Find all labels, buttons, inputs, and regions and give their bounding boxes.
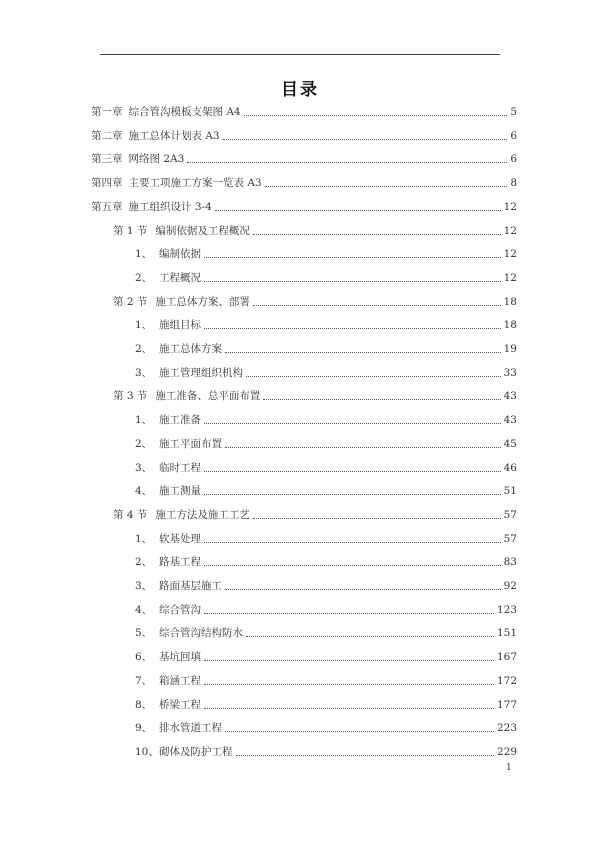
toc-entry-label bbox=[91, 129, 220, 143]
toc-page-number: 18 bbox=[503, 296, 517, 308]
toc-page-number: 12 bbox=[503, 225, 517, 237]
toc-entry-label bbox=[135, 247, 201, 261]
dot-leader bbox=[204, 281, 501, 282]
toc-entry[interactable] bbox=[113, 387, 517, 403]
toc-entry-text: 软基处理 bbox=[159, 533, 201, 545]
toc-entry-number: 8、 bbox=[135, 699, 153, 711]
dot-leader bbox=[265, 186, 508, 187]
dot-leader bbox=[225, 352, 501, 353]
toc-entry-text: 基坑回填 bbox=[159, 651, 201, 663]
toc-entry-label bbox=[135, 745, 233, 759]
toc-entry-number: 1、 bbox=[135, 533, 153, 545]
toc-page-number: 6 bbox=[510, 153, 517, 165]
toc-page-number: 167 bbox=[496, 651, 517, 663]
toc-entry-number: 第四章 bbox=[91, 177, 123, 189]
toc-entry-text: 施工准备 bbox=[159, 414, 201, 426]
toc-entry-label bbox=[91, 200, 212, 214]
toc-entry-number: 6、 bbox=[135, 651, 153, 663]
header-rule bbox=[100, 54, 500, 55]
toc-entry[interactable] bbox=[135, 482, 517, 498]
toc-entry[interactable] bbox=[135, 696, 517, 712]
toc-entry[interactable] bbox=[135, 530, 517, 546]
toc-entry-number: 3、 bbox=[135, 367, 153, 379]
toc-page-number: 12 bbox=[503, 272, 517, 284]
toc-page-number: 12 bbox=[503, 248, 517, 260]
dot-leader bbox=[204, 494, 501, 495]
toc-entry-number: 2、 bbox=[135, 343, 153, 355]
toc-entry-number: 第三章 bbox=[91, 153, 123, 165]
dot-leader bbox=[204, 613, 494, 614]
toc-entry-text: 临时工程 bbox=[159, 462, 201, 474]
toc-page-number: 33 bbox=[503, 367, 517, 379]
toc-entry[interactable] bbox=[91, 103, 517, 119]
toc-entry-label bbox=[113, 508, 250, 522]
dot-leader bbox=[204, 660, 494, 661]
toc-entry-number: 第 3 节 bbox=[113, 390, 148, 402]
dot-leader bbox=[246, 636, 494, 637]
toc-page-number: 19 bbox=[503, 343, 517, 355]
dot-leader bbox=[204, 684, 494, 685]
toc-entry-text: 施工总体方案 bbox=[159, 343, 222, 355]
toc-entry[interactable] bbox=[135, 269, 517, 285]
toc-entry-label bbox=[135, 366, 243, 380]
toc-entry-text: 砌体及防护工程 bbox=[159, 746, 233, 758]
toc-entry-number: 4、 bbox=[135, 485, 153, 497]
toc-entry[interactable] bbox=[91, 150, 517, 166]
toc-entry-label bbox=[135, 484, 201, 498]
dot-leader bbox=[246, 376, 501, 377]
toc-entry-label bbox=[135, 579, 222, 593]
toc-entry[interactable] bbox=[91, 198, 517, 214]
toc-entry[interactable] bbox=[135, 648, 517, 664]
toc-entry-label bbox=[135, 721, 222, 735]
toc-page-number: 6 bbox=[510, 130, 517, 142]
toc-entry-number: 第一章 bbox=[91, 106, 123, 118]
toc-entry-label bbox=[135, 271, 201, 285]
toc-page-number: 83 bbox=[503, 556, 517, 568]
dot-leader bbox=[236, 755, 494, 756]
dot-leader bbox=[187, 162, 507, 163]
toc-entry[interactable] bbox=[135, 577, 517, 593]
toc-entry-text: 施工总体方案、部署 bbox=[155, 296, 250, 308]
toc-entry-number: 4、 bbox=[135, 604, 153, 616]
toc-page-number: 43 bbox=[503, 390, 517, 402]
toc-entry-label bbox=[135, 461, 201, 475]
toc-entry-text: 施工测量 bbox=[159, 485, 201, 497]
toc-entry-number: 3、 bbox=[135, 580, 153, 592]
toc-entry[interactable] bbox=[113, 293, 517, 309]
toc-entry-number: 2、 bbox=[135, 438, 153, 450]
toc-entry[interactable] bbox=[135, 719, 517, 735]
toc-entry-text: 施工平面布置 bbox=[159, 438, 222, 450]
toc-entry-text: 箱涵工程 bbox=[159, 675, 201, 687]
toc-entry[interactable] bbox=[135, 435, 517, 451]
dot-leader bbox=[223, 139, 508, 140]
toc-entry-label bbox=[91, 176, 262, 190]
toc-entry-number: 2、 bbox=[135, 556, 153, 568]
toc-entry-label bbox=[135, 650, 201, 664]
toc-entry-number: 5、 bbox=[135, 627, 153, 639]
toc-page-number: 43 bbox=[503, 414, 517, 426]
toc-entry-number: 第五章 bbox=[91, 201, 123, 213]
toc-entry-number: 1、 bbox=[135, 319, 153, 331]
toc-entry-label bbox=[91, 152, 184, 166]
toc-entry-text: 施工总体计划表 A3 bbox=[128, 130, 220, 142]
toc-entry-text: 桥梁工程 bbox=[159, 699, 201, 711]
dot-leader bbox=[253, 305, 501, 306]
toc-page-number: 92 bbox=[503, 580, 517, 592]
toc-entry-number: 2、 bbox=[135, 272, 153, 284]
toc-entry-label bbox=[135, 603, 201, 617]
dot-leader bbox=[253, 518, 501, 519]
toc-entry[interactable] bbox=[135, 364, 517, 380]
dot-leader bbox=[204, 542, 501, 543]
dot-leader bbox=[204, 257, 501, 258]
toc-entry[interactable] bbox=[113, 506, 517, 522]
toc-entry-label bbox=[113, 389, 260, 403]
toc-entry[interactable] bbox=[91, 174, 517, 190]
toc-entry[interactable] bbox=[135, 601, 517, 617]
toc-entry-number: 9、 bbox=[135, 722, 153, 734]
toc-page-number: 172 bbox=[496, 675, 517, 687]
toc-entry-label bbox=[135, 318, 201, 332]
toc-entry[interactable] bbox=[135, 624, 517, 640]
toc-entry[interactable] bbox=[135, 340, 517, 356]
toc-entry[interactable] bbox=[135, 553, 517, 569]
toc-entry-number: 第二章 bbox=[91, 130, 123, 142]
toc-page-number: 18 bbox=[503, 319, 517, 331]
dot-leader bbox=[204, 328, 501, 329]
toc-entry-label bbox=[113, 295, 250, 309]
dot-leader bbox=[204, 708, 494, 709]
toc-entry-text: 施工准备、总平面布置 bbox=[155, 390, 261, 402]
toc-entry-text: 主要工项施工方案一览表 A3 bbox=[128, 177, 262, 189]
toc-entry-number: 7、 bbox=[135, 675, 153, 687]
toc-entry-text: 编制依据及工程概况 bbox=[155, 225, 250, 237]
toc-entry-text: 综合管沟 bbox=[159, 604, 201, 616]
toc-page-number: 46 bbox=[503, 462, 517, 474]
dot-leader bbox=[204, 471, 501, 472]
toc-entry-label bbox=[135, 626, 243, 640]
toc-page-number: 151 bbox=[496, 627, 517, 639]
toc-entry-text: 施工方法及施工工艺 bbox=[155, 509, 250, 521]
toc-entry-number: 第 4 节 bbox=[113, 509, 148, 521]
toc-page-number: 12 bbox=[503, 201, 517, 213]
toc-entry-label bbox=[135, 674, 201, 688]
toc-entry-text: 施工组织设计 3-4 bbox=[128, 201, 212, 213]
toc-entry-text: 工程概况 bbox=[159, 272, 201, 284]
toc-page-number: 8 bbox=[510, 177, 517, 189]
toc-entry[interactable] bbox=[135, 411, 517, 427]
toc-entry-label bbox=[135, 342, 222, 356]
toc-entry-label bbox=[135, 555, 201, 569]
toc-entry[interactable] bbox=[135, 672, 517, 688]
toc-entry-number: 1、 bbox=[135, 248, 153, 260]
toc-entry-number: 10、 bbox=[135, 746, 159, 758]
dot-leader bbox=[263, 399, 500, 400]
toc-page-number: 51 bbox=[503, 485, 517, 497]
toc-entry-number: 1、 bbox=[135, 414, 153, 426]
toc-entry-text: 路基工程 bbox=[159, 556, 201, 568]
page-title: 目录 bbox=[281, 80, 319, 100]
toc-entry[interactable] bbox=[91, 127, 517, 143]
toc-page-number: 123 bbox=[496, 604, 517, 616]
toc-entry-text: 施工管理组织机构 bbox=[159, 367, 243, 379]
toc-entry-text: 网络图 2A3 bbox=[128, 153, 185, 165]
toc-entry-text: 编制依据 bbox=[159, 248, 201, 260]
toc-entry-text: 路面基层施工 bbox=[159, 580, 222, 592]
toc-entry-number: 第 1 节 bbox=[113, 225, 148, 237]
toc-entry-text: 综合管沟结构防水 bbox=[159, 627, 243, 639]
dot-leader bbox=[225, 731, 494, 732]
dot-leader bbox=[225, 589, 501, 590]
dot-leader bbox=[215, 210, 501, 211]
toc-entry[interactable] bbox=[135, 245, 517, 261]
toc-page-number: 229 bbox=[496, 746, 517, 758]
dot-leader bbox=[225, 447, 501, 448]
dot-leader bbox=[204, 565, 501, 566]
toc-entry[interactable] bbox=[135, 743, 517, 759]
toc-page-number: 223 bbox=[496, 722, 517, 734]
toc-entry-label bbox=[135, 698, 201, 712]
toc-page-number: 57 bbox=[503, 509, 517, 521]
toc-entry-label bbox=[135, 437, 222, 451]
toc-entry-text: 综合管沟模板支架图 A4 bbox=[128, 106, 241, 118]
toc-entry-text: 排水管道工程 bbox=[159, 722, 222, 734]
toc-entry-number: 3、 bbox=[135, 462, 153, 474]
toc-entry-label bbox=[113, 224, 250, 238]
toc-entry-text: 施组目标 bbox=[159, 319, 201, 331]
page-number: 1 bbox=[506, 763, 512, 773]
toc-entry[interactable] bbox=[135, 316, 517, 332]
toc-entry-label bbox=[135, 532, 201, 546]
toc-page-number: 177 bbox=[496, 699, 517, 711]
toc-entry-label bbox=[135, 413, 201, 427]
dot-leader bbox=[253, 234, 501, 235]
toc-entry[interactable] bbox=[113, 222, 517, 238]
toc-entry-number: 第 2 节 bbox=[113, 296, 148, 308]
toc-page-number: 57 bbox=[503, 533, 517, 545]
toc-page-number: 45 bbox=[503, 438, 517, 450]
toc-page-number: 5 bbox=[510, 106, 517, 118]
dot-leader bbox=[204, 423, 501, 424]
dot-leader bbox=[244, 115, 508, 116]
toc-entry[interactable] bbox=[135, 459, 517, 475]
toc-entry-label bbox=[91, 105, 241, 119]
